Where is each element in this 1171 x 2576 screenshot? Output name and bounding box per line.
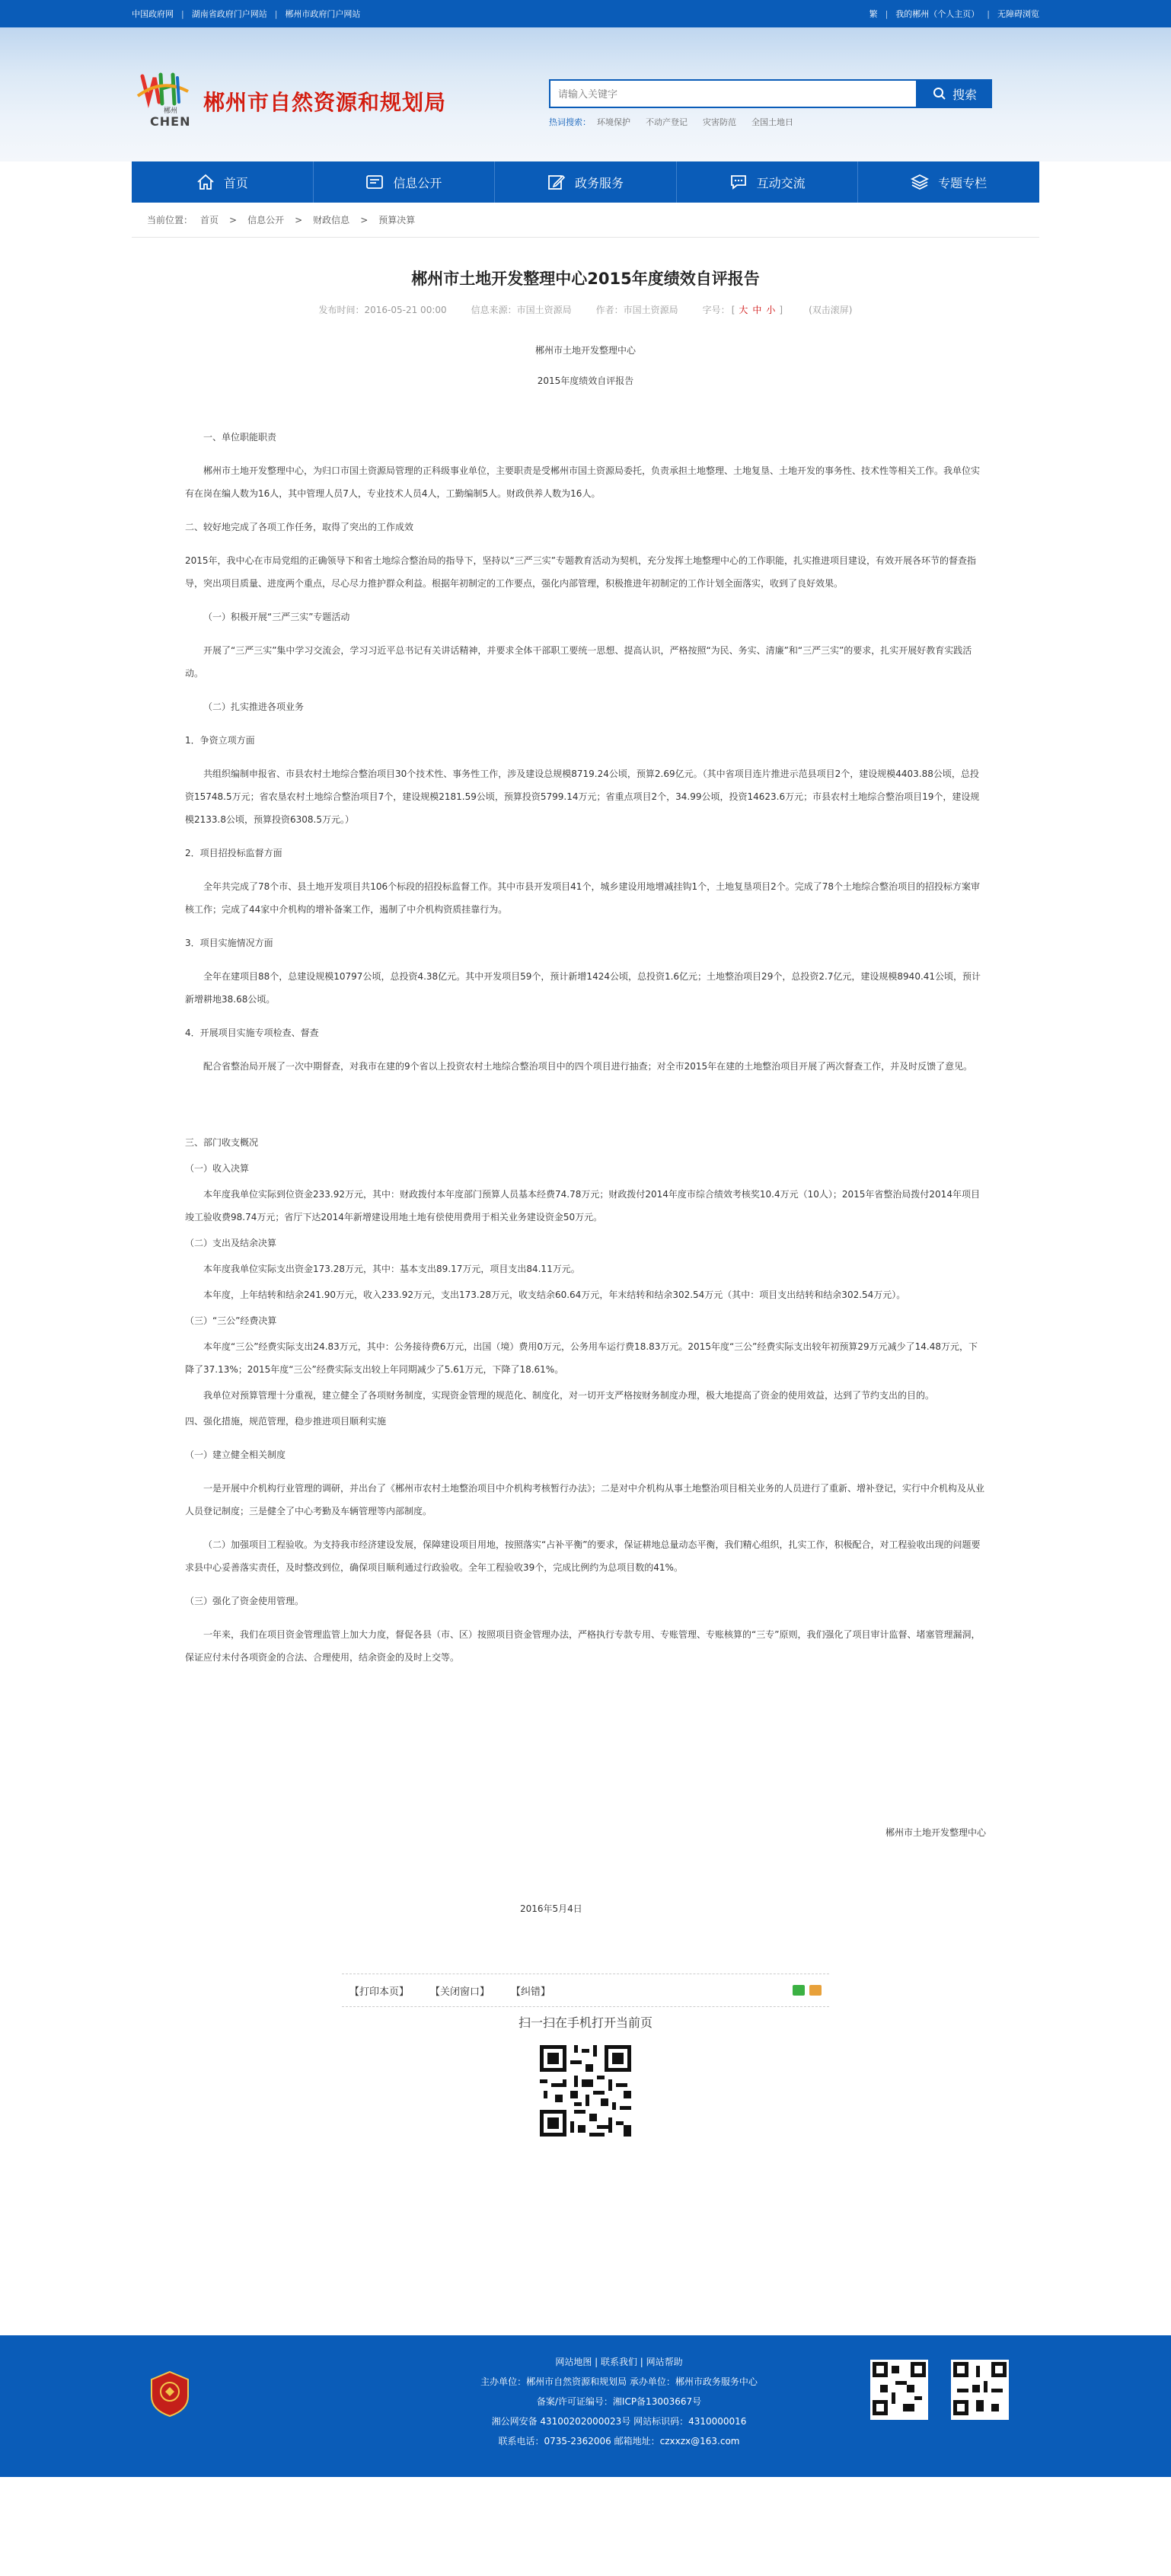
footer-host: 主办单位：郴州市自然资源和规划局 承办单位：郴州市政务服务中心 (480, 2376, 758, 2387)
info-source: 信息来源：市国土资源局 (471, 305, 572, 315)
search-input[interactable] (549, 79, 917, 108)
weibo-share-icon[interactable] (809, 1985, 822, 1996)
search-button-label: 搜索 (952, 88, 977, 102)
footer-links[interactable]: 网站地图 | 联系我们 | 网站帮助 (555, 2357, 683, 2367)
paragraph: 一、单位职能职责 (203, 432, 277, 443)
accessibility-link[interactable]: 无障碍浏览 (997, 9, 1039, 19)
site-footer (0, 2335, 1171, 2477)
paragraph: 三、部门收支概况 (185, 1137, 259, 1148)
site-header (0, 27, 1171, 161)
logo-en-text: CHEN (150, 114, 191, 129)
hot-word[interactable]: 全国土地日 (751, 117, 793, 127)
hot-word[interactable]: 灾害防范 (703, 117, 736, 127)
party-emblem-icon[interactable] (148, 2370, 191, 2420)
logo-icon (132, 70, 196, 133)
nav-info-open-label: 信息公开 (393, 175, 442, 190)
report-date: 2016年5月4日 (520, 1903, 582, 1914)
footer-contact: 联系电话：0735-2362006 邮箱地址：czxxzx@163.com (498, 2436, 740, 2447)
search-icon (933, 87, 946, 101)
breadcrumb-label: 当前位置： (147, 215, 193, 225)
footer-police[interactable]: 湘公网安备 43100202000023号 网站标识码：4310000016 (491, 2416, 747, 2427)
paragraph: 本年度我单位实际支出资金173.28万元，其中：基本支出89.17万元，项目支出84.11万元。 (203, 1264, 580, 1274)
paragraph: （二）加强项目工程验收。为支持我市经济建设发展，保障建设项目用地，按照落实“占补平衡”的要求，保证耕地总量动态平衡，我们精心组织，扎实工作，积极配合，对工程验收出现的问题要求县中心妥善落实责任，及时整改到位，确保项目顺利通过行政验收。全年工程验收39个，完成比例约为总项目数的41%。 (185, 1539, 981, 1573)
article-meta (132, 303, 1039, 316)
dblclick-scroll-hint: (双击滚屏) (809, 305, 853, 315)
author: 作者：市国土资源局 (595, 305, 678, 315)
nav-gov-service-label: 政务服务 (574, 175, 624, 190)
font-size-medium[interactable]: 中 (752, 305, 762, 315)
paragraph: （二）支出及结余决算 (185, 1238, 277, 1248)
hot-word[interactable]: 不动产登记 (646, 117, 688, 127)
print-button[interactable]: 【打印本页】 (349, 1986, 410, 1998)
top-left-links: 中国政府网 | 湖南省政府门户网站 | 郴州市政府门户网站 (132, 8, 361, 19)
paragraph: 二、较好地完成了各项工作任务，取得了突出的工作成效 (185, 522, 414, 532)
nav-topics[interactable] (858, 161, 1039, 203)
article-title: 郴州市土地开发整理中心2015年度绩效自评报告 (411, 270, 760, 288)
paragraph: 我单位对预算管理十分重视，建立健全了各项财务制度，实现资金管理的规范化、制度化，对一切开支严格按财务制度办理，极大地提高了资金的使用效益，达到了节约支出的目的。 (203, 1390, 935, 1401)
nav-interaction[interactable] (677, 161, 859, 203)
paragraph: 郴州市土地开发整理中心，为归口市国土资源局管理的正科级事业单位，主要职责是受郴州市国土资源局委托，负责承担土地整理、土地复垦、土地开发的事务性、技术性等相关工作。我单位实有在岗在编人数为16人，其中管理人员7人，专业技术人员4人，工勤编制5人。财政供养人数为16人。 (185, 465, 981, 499)
paragraph: 四、强化措施，规范管理，稳步推进项目顺利实施 (185, 1416, 387, 1427)
hot-word[interactable]: 环境保护 (597, 117, 630, 127)
paragraph: 1．争资立项方面 (185, 735, 255, 746)
nav-home-label: 首页 (223, 175, 248, 190)
link-hunan-gov[interactable]: 湖南省政府门户网站 (191, 9, 267, 19)
article-tools (342, 1974, 829, 2007)
paragraph: 一是开展中介机构行业管理的调研，并出台了《郴州市农村土地整治项目中介机构考核暂行办法》；二是对中介机构从事土地整治项目相关业务的人员进行了重新、增补登记，实行中介机构及从业人员登记制度；三是健全了中心考勤及车辆管理等内部制度。 (185, 1483, 985, 1517)
main-content (132, 203, 1039, 2335)
paragraph: 3．项目实施情况方面 (185, 938, 273, 948)
nav-topics-label: 专题专栏 (938, 175, 988, 190)
paragraph: 本年度，上年结转和结余241.90万元，收入233.92万元，支出173.28万元，收支结余60.64万元，年末结转和结余302.54万元（其中：项目支出结转和结余302.54万元）。 (203, 1290, 906, 1300)
page-qr-code (536, 2041, 635, 2140)
chat-icon (729, 174, 748, 190)
paragraph: 全年在建项目88个，总建设规模10797公顷，总投资4.38亿元。其中开发项目59个，预计新增1424公顷，总投资1.6亿元；土地整治项目29个，总投资2.7亿元，建设规模8940.41公顷，预计新增耕地38.68公顷。 (185, 971, 981, 1005)
paragraph: （三）“三公”经费决算 (185, 1315, 277, 1326)
site-name: 郴州市自然资源和规划局 (203, 90, 447, 115)
breadcrumb-home[interactable]: 首页 (200, 215, 219, 225)
paragraph: 2015年，我中心在市局党组的正确领导下和省土地综合整治局的指导下，坚持以“三严三实”专题教育活动为契机，充分发挥土地整理中心的工作职能，扎实推进项目建设，有效开展各环节的督查指导，突出项目质量、进度两个重点，尽心尽力推护群众利益。根据年初制定的工作要点，强化内部管理，积极推进年初制定的工作计划全面落实，收到了良好效果。 (185, 555, 976, 589)
breadcrumb: 当前位置： 首页 > 信息公开 > 财政信息 > 预算决算 (132, 203, 1039, 238)
paragraph: 配合省整治局开展了一次中期督查，对我市在建的9个省以上投资农村土地综合整治项目中的四个项目进行抽查；对全市2015年在建的土地整治项目开展了两次督查工作，并及时反馈了意见。 (203, 1061, 973, 1072)
nav-gov-service[interactable] (495, 161, 677, 203)
paragraph: 4．开展项目实施专项检查、督查 (185, 1028, 319, 1038)
font-size-large[interactable]: 大 (739, 305, 748, 315)
org-heading: 郴州市土地开发整理中心 (534, 345, 636, 356)
paragraph: 本年度“三公”经费实际支出24.83万元，其中：公务接待费6万元，出国（境）费用0万元，公务用车运行费18.83万元。2015年度“三公”经费实际支出较年初预算29万元减少了14.48万元，下降了37.13%；2015年度“三公”经费实际支出较上年同期减少了5.61万元，下降了18.61%。 (185, 1341, 978, 1375)
edit-icon (547, 174, 566, 190)
breadcrumb-finance[interactable]: 财政信息 (313, 215, 350, 225)
footer-qr-code (951, 2360, 1009, 2420)
footer-info (467, 2352, 771, 2451)
logo-small-text: 郴州 (164, 107, 178, 115)
font-size-switcher: 字号： [ 大 中 小 ] (702, 305, 783, 315)
link-chenzhou-gov[interactable]: 郴州市政府门户网站 (285, 9, 361, 19)
paragraph: 开展了“三严三实”集中学习交流会，学习习近平总书记有关讲话精神，并要求全体干部职工要统一思想、提高认识，严格按照“为民、务实、清廉”和“三严三实”的要求，扎实开展好教育实践活动。 (185, 645, 972, 679)
paragraph: （一）收入决算 (185, 1163, 250, 1174)
paragraph: （一）建立健全相关制度 (185, 1449, 286, 1460)
top-bar (0, 0, 1171, 27)
breadcrumb-info-open[interactable]: 信息公开 (247, 215, 285, 225)
footer-qr-codes (847, 2360, 1009, 2420)
qr-title: 扫一扫在手机打开当前页 (518, 2015, 653, 2030)
hot-label: 热词搜索： (549, 117, 591, 127)
wechat-share-icon[interactable] (793, 1985, 805, 1996)
paragraph: （一）积极开展“三严三实”专题活动 (203, 612, 350, 622)
home-icon (196, 174, 215, 190)
paragraph: 共组织编制申报省、市县农村土地综合整治项目30个技术性、事务性工作，涉及建设总规模8719.24公顷，预算2.69亿元。（其中省项目连片推进示范县项目2个，建设规模4403.88公顷，总投资15748.5万元；省农垦农村土地综合整治项目7个，建设规模2181.59公顷，预算投资5799.14万元；省重点项目2个，34.99公顷，投资14623.6万元；市县农村土地综合整治项目19个，建设规模2133.8公顷，预算投资6308.5万元。） (185, 769, 980, 825)
report-heading: 2015年度绩效自评报告 (537, 376, 634, 386)
paragraph: （三）强化了资金使用管理。 (185, 1596, 305, 1606)
qr-area (132, 2013, 1039, 2140)
close-window-button[interactable]: 【关闭窗口】 (430, 1986, 490, 1998)
paragraph: 一年来，我们在项目资金管理监管上加大力度，督促各县（市、区）按照项目资金管理办法，严格执行专款专用、专账管理、专账核算的“三专”原则，我们强化了项目审计监督、堵塞管理漏洞，保证应付未付各项资金的合法、合理使用，结余资金的及时上交等。 (185, 1629, 981, 1663)
paragraph: 2．项目招投标监督方面 (185, 848, 282, 858)
signature: 郴州市土地开发整理中心 (885, 1827, 986, 1838)
layers-icon (911, 174, 929, 190)
footer-icp[interactable]: 备案/许可证编号：湘ICP备13003667号 (536, 2396, 702, 2407)
publish-time: 发布时间：2016-05-21 00:00 (318, 305, 447, 315)
breadcrumb-budget[interactable]: 预算决算 (378, 215, 416, 225)
site-logo[interactable] (132, 70, 446, 133)
article-body (132, 339, 1039, 1920)
paragraph: 本年度我单位实际到位资金233.92万元，其中：财政拨付本年度部门预算人员基本经费74.78万元；财政拨付2014年度市综合绩效考核奖10.4万元（10人）；2015年省整治局拨付2014年项目竣工验收费98.74万元；省厅下达2014年新增建设用地土地有偿使用费用于相关业务建设资金50万元。 (185, 1189, 980, 1222)
traditional-chinese-link[interactable]: 繁 (869, 9, 878, 19)
search-button[interactable] (917, 79, 992, 108)
font-size-small[interactable]: 小 (766, 305, 776, 315)
paragraph: 全年共完成了78个市、县土地开发项目共106个标段的招投标监督工作。其中市县开发项目41个，城乡建设用地增减挂钩1个，土地复垦项目2个。完成了78个土地综合整治项目的招投标方案审核工作；完成了44家中介机构的增补备案工作，遏制了中介机构资质挂靠行为。 (185, 881, 980, 915)
top-right-links: 繁 | 我的郴州（个人主页） | 无障碍浏览 (869, 8, 1039, 19)
main-nav (132, 161, 1039, 203)
hot-words (549, 116, 992, 128)
footer-qr-code (870, 2360, 928, 2420)
share-icons (788, 1985, 822, 1996)
paragraph: （二）扎实推进各项业务 (203, 702, 305, 712)
nav-home[interactable] (132, 161, 314, 203)
nav-info-open[interactable] (314, 161, 496, 203)
nav-interaction-label: 互动交流 (756, 175, 806, 190)
error-report-button[interactable]: 【纠错】 (511, 1986, 551, 1998)
search-area (549, 79, 992, 128)
link-gov-cn[interactable]: 中国政府网 (132, 9, 174, 19)
info-open-icon (365, 174, 384, 190)
my-chenzhou-link[interactable]: 我的郴州（个人主页） (895, 9, 980, 19)
